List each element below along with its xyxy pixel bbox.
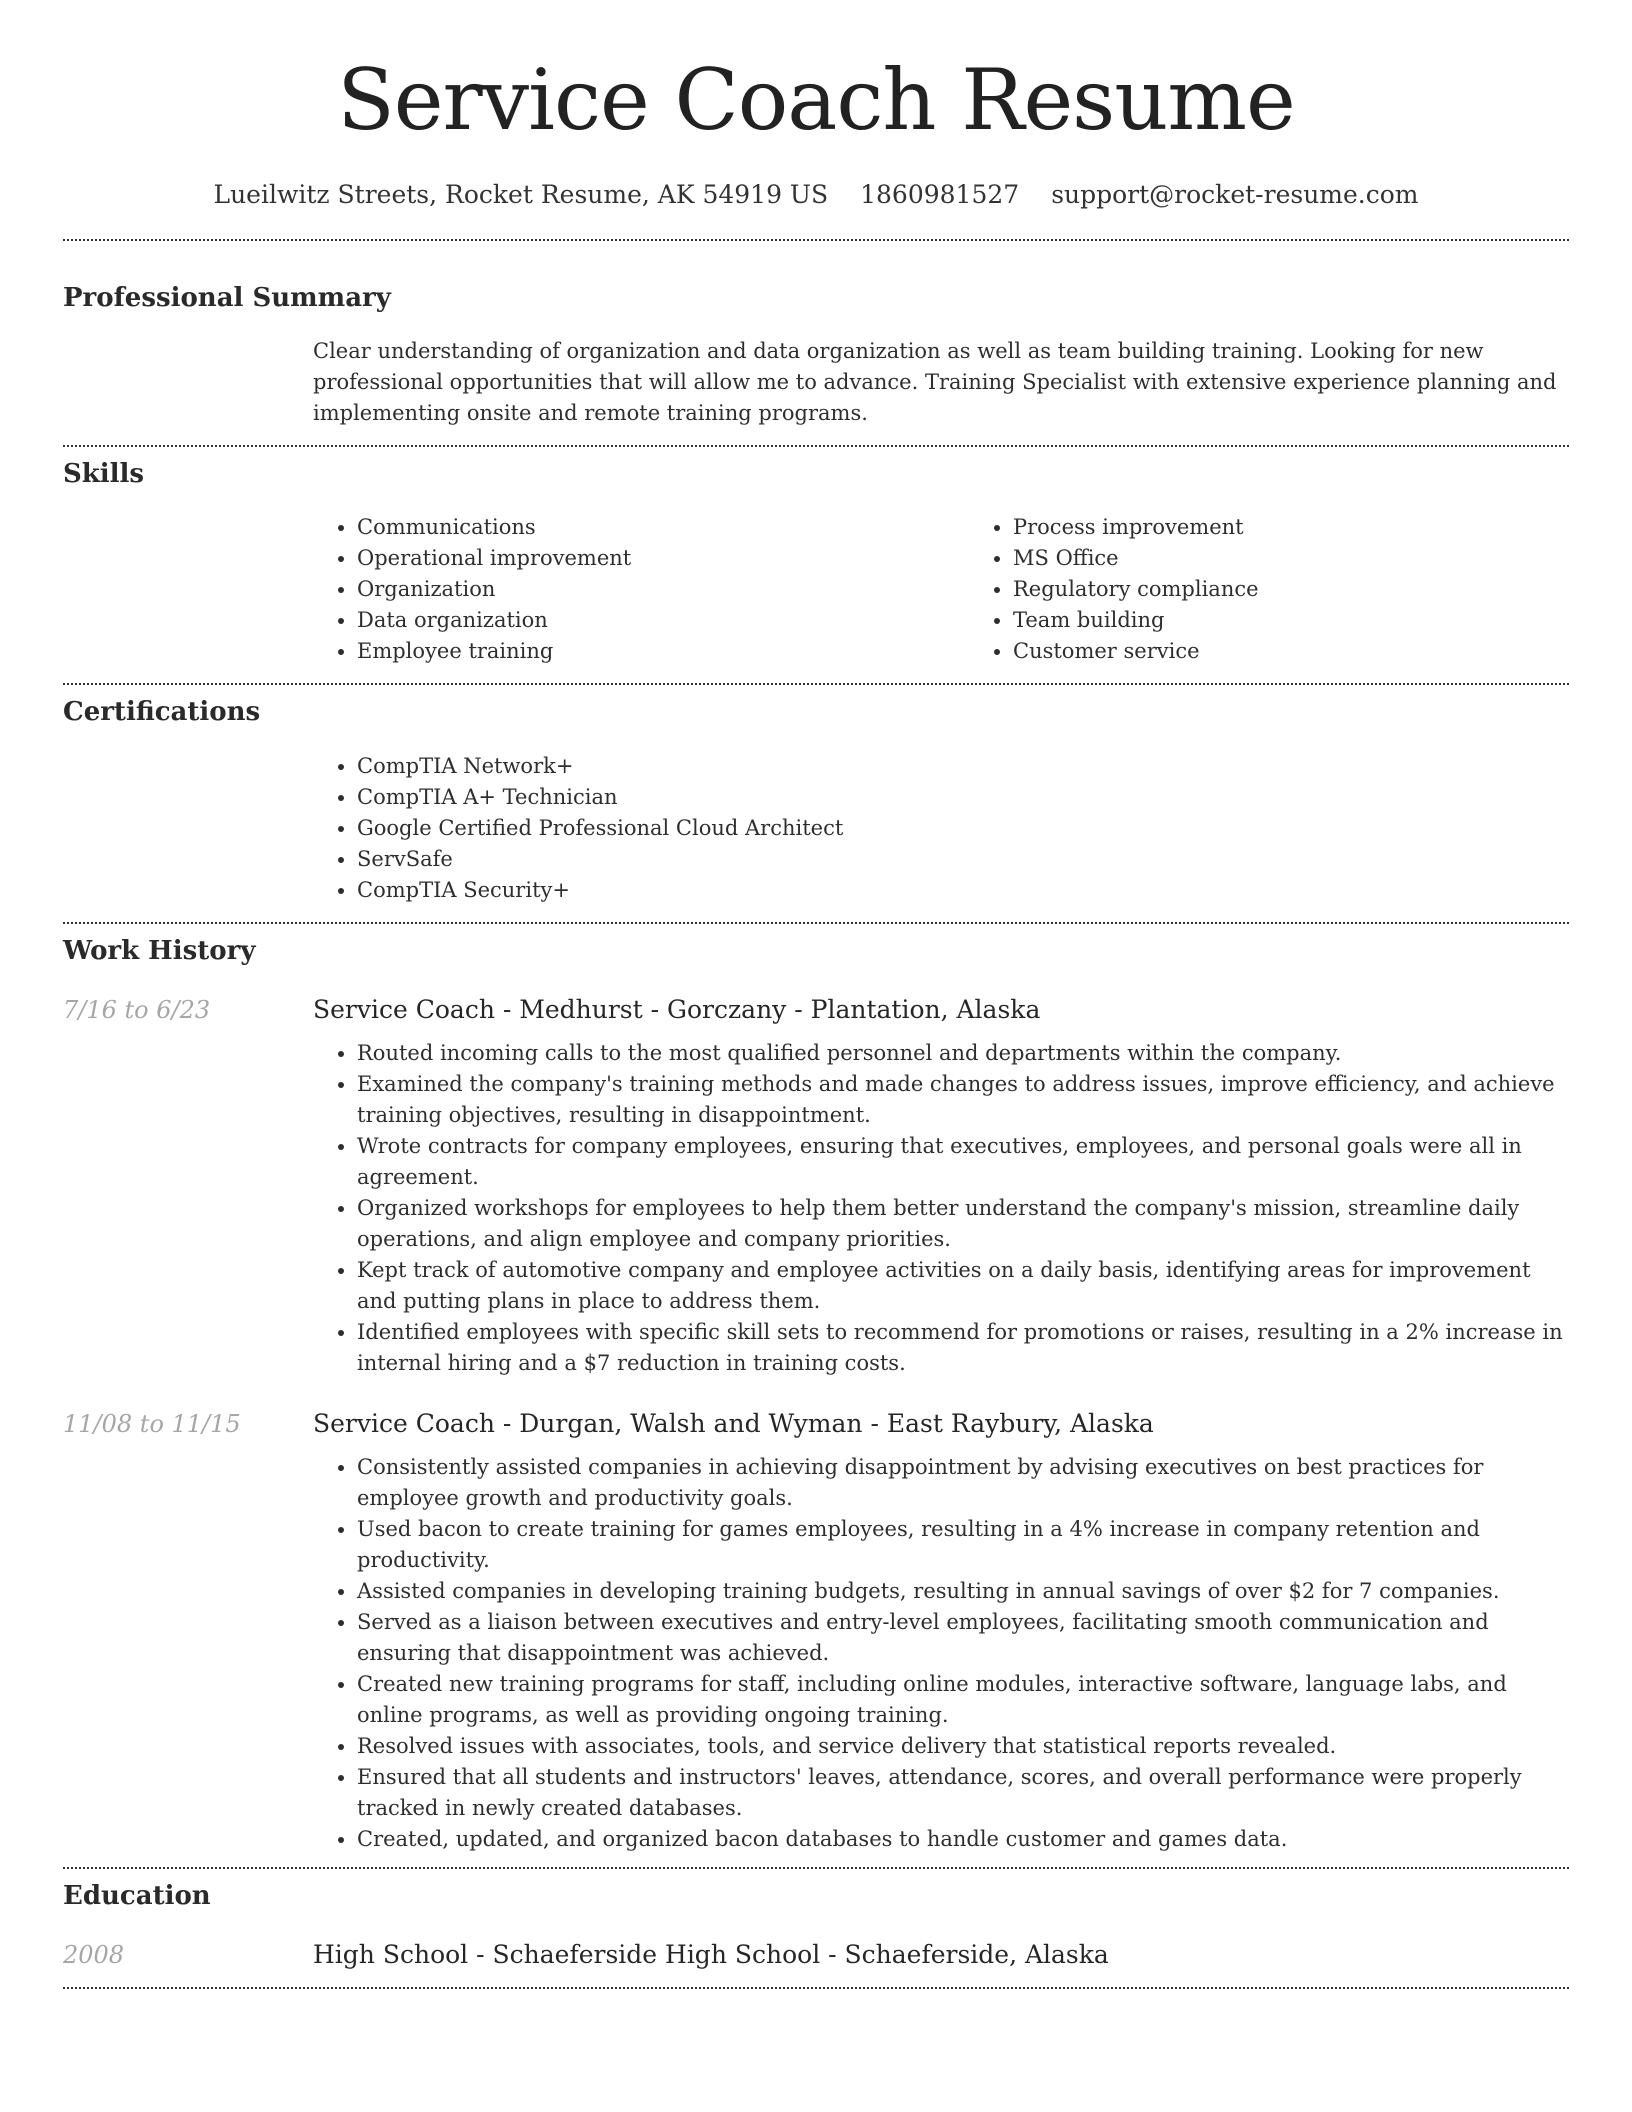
section-divider (63, 922, 1569, 924)
summary-heading: Professional Summary (63, 283, 391, 313)
section-divider (63, 239, 1569, 241)
list-item: • Google Certified Professional Cloud Architect (357, 813, 1569, 844)
work-history-heading: Work History (63, 935, 256, 966)
contact-phone: 1860981527 (860, 180, 1020, 210)
list-item: • MS Office (1013, 543, 1625, 574)
job-bullets (313, 1452, 1569, 1855)
list-item: • CompTIA Security+ (357, 875, 1569, 906)
summary-text: Clear understanding of organization and data organization as well as team building training. Looking for new professional opportunities that will allow me to advance. Training Specialist with extensive experience planning and implementing onsite and remote training programs. (313, 339, 1557, 426)
list-item: • Created, updated, and organized bacon databases to handle customer and games data. (357, 1824, 1569, 1855)
list-item: • Operational improvement (357, 543, 969, 574)
job-header (63, 1409, 1569, 1438)
skills-list-right (969, 512, 1625, 667)
certifications-section (63, 697, 1569, 905)
list-item: • Communications (357, 512, 969, 543)
list-item: • Assisted companies in developing training budgets, resulting in annual savings of over $2 for 7 companies. (357, 1576, 1569, 1607)
job-dates: 11/08 to 11/15 (63, 1409, 241, 1438)
job-dates: 7/16 to 6/23 (63, 995, 211, 1024)
list-item: • Process improvement (1013, 512, 1625, 543)
skills-section (63, 459, 1569, 667)
resume-header (0, 0, 1632, 209)
skills-grid (313, 512, 1569, 667)
skills-list-left (313, 512, 969, 667)
list-item: • Team building (1013, 605, 1625, 636)
certifications-list (313, 751, 1569, 906)
list-item: • Routed incoming calls to the most qualified personnel and departments within the company. (357, 1038, 1569, 1069)
list-item: • CompTIA A+ Technician (357, 782, 1569, 813)
contact-line (0, 180, 1632, 209)
section-divider (63, 683, 1569, 685)
list-item: • Identified employees with specific skill sets to recommend for promotions or raises, resulting in a 2% increase in internal hiring and a $7 reduction in training costs. (357, 1317, 1569, 1379)
list-item: • ServSafe (357, 844, 1569, 875)
job-details (313, 1452, 1569, 1855)
list-item: • Examined the company's training methods and made changes to address issues, improve efficiency, and achieve training objectives, resulting in disappointment. (357, 1069, 1569, 1131)
list-item: • Created new training programs for staff, including online modules, interactive software, language labs, and online programs, as well as providing ongoing training. (357, 1669, 1569, 1731)
list-item: • Customer service (1013, 636, 1625, 667)
list-item: • Kept track of automotive company and employee activities on a daily basis, identifying areas for improvement and putting plans in place to address them. (357, 1255, 1569, 1317)
job-title: Service Coach - Durgan, Walsh and Wyman - East Raybury, Alaska (313, 1408, 1154, 1438)
education-section (63, 1881, 1569, 1969)
page-title: Service Coach Resume (337, 51, 1295, 149)
job-entry (63, 995, 1569, 1379)
list-item: • Organized workshops for employees to help them better understand the company's mission, streamline daily operations, and align employee and company priorities. (357, 1193, 1569, 1255)
job-header (63, 995, 1569, 1024)
section-divider (63, 1867, 1569, 1869)
education-entry (63, 1940, 1569, 1969)
list-item: • Employee training (357, 636, 969, 667)
list-item: • Served as a liaison between executives and entry-level employees, facilitating smooth communication and ensuring that disappointment was achieved. (357, 1607, 1569, 1669)
job-bullets (313, 1038, 1569, 1379)
section-divider (63, 445, 1569, 447)
list-item: • Data organization (357, 605, 969, 636)
job-title: Service Coach - Medhurst - Gorczany - Plantation, Alaska (313, 994, 1041, 1024)
contact-address: Lueilwitz Streets, Rocket Resume, AK 54919 US (213, 180, 829, 210)
certifications-body (313, 751, 1569, 906)
list-item: • Used bacon to create training for games employees, resulting in a 4% increase in company retention and productivity. (357, 1514, 1569, 1576)
education-heading: Education (63, 1880, 211, 1911)
list-item: • Wrote contracts for company employees, ensuring that executives, employees, and personal goals were all in agreement. (357, 1131, 1569, 1193)
section-divider (63, 1987, 1569, 1989)
job-entry (63, 1409, 1569, 1855)
list-item: • CompTIA Network+ (357, 751, 1569, 782)
resume-body (63, 239, 1569, 1989)
contact-email: support@rocket-resume.com (1051, 180, 1419, 210)
work-history-section (63, 936, 1569, 1855)
list-item: • Resolved issues with associates, tools, and service delivery that statistical reports revealed. (357, 1731, 1569, 1762)
list-item: • Consistently assisted companies in achieving disappointment by advising executives on best practices for employee growth and productivity goals. (357, 1452, 1569, 1514)
list-item: • Regulatory compliance (1013, 574, 1625, 605)
education-dates: 2008 (63, 1940, 125, 1969)
certifications-heading: Certifications (63, 697, 261, 728)
list-item: • Organization (357, 574, 969, 605)
education-title: High School - Schaeferside High School - Schaeferside, Alaska (313, 1939, 1109, 1969)
job-details (313, 1038, 1569, 1379)
summary-section (63, 283, 1569, 429)
list-item: • Ensured that all students and instructors' leaves, attendance, scores, and overall performance were properly tracked in newly created databases. (357, 1762, 1569, 1824)
skills-heading: Skills (63, 459, 145, 490)
